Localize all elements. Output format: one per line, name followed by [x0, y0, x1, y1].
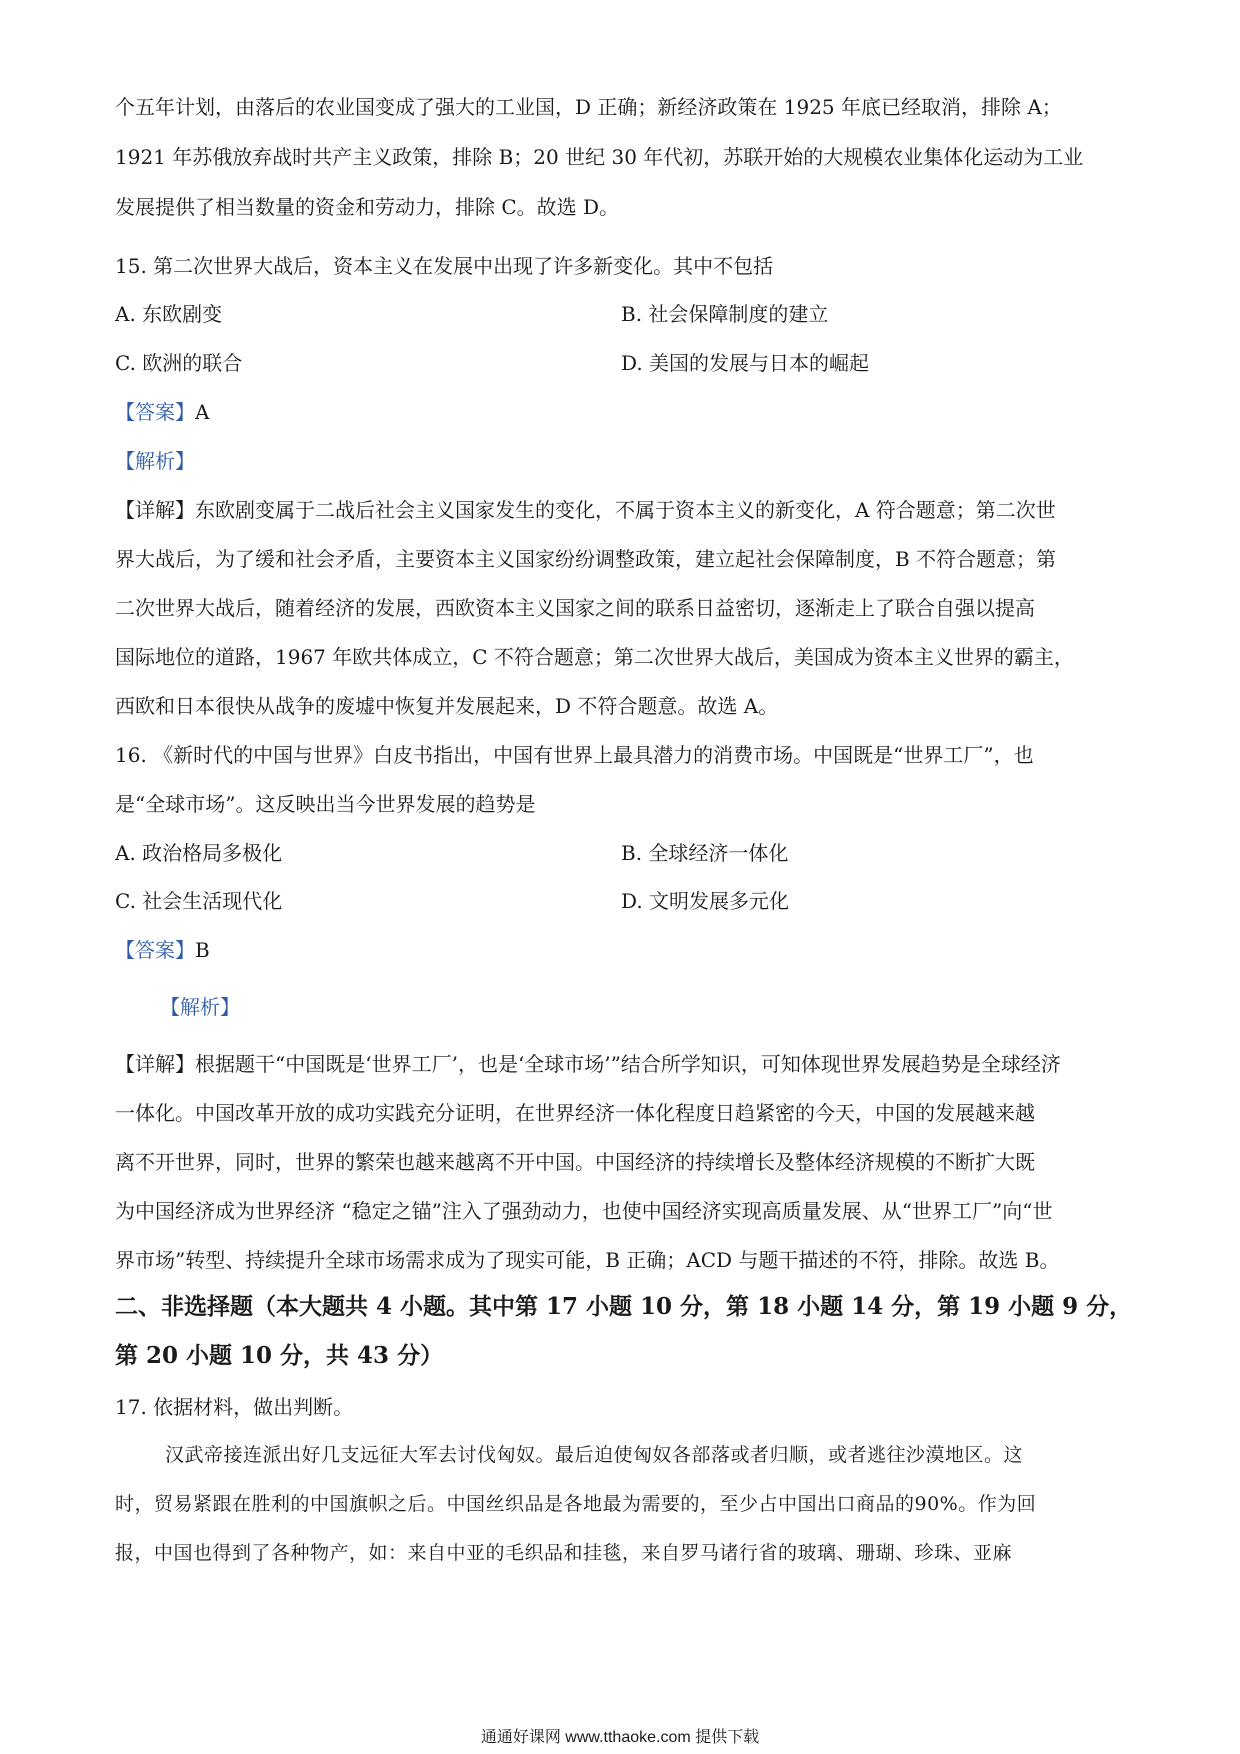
section2-heading-line-1: 二、非选择题（本大题共 4 小题。其中第 17 小题 10 分，第 18 小题 14 分，第 19 小题 9 分，	[115, 1293, 1133, 1320]
q15-stem: 15. 第二次世界大战后，资本主义在发展中出现了许多新变化。其中不包括	[115, 254, 774, 278]
q16-detail-line-4: 为中国经济成为世界经济 “稳定之锚”注入了强劲动力，也使中国经济实现高质量发展、从“世界工厂”向“世	[115, 1199, 1053, 1223]
q17-material-line-2: 时，贸易紧跟在胜利的中国旗帜之后。中国丝织品是各地最为需要的，至少占中国出口商品的90%。作为回	[115, 1493, 1037, 1515]
q16-detail-line-3: 离不开世界，同时，世界的繁荣也越来越离不开中国。中国经济的持续增长及整体经济规模的不断扩大既	[115, 1150, 1035, 1174]
q15-detail-line-1: 【详解】东欧剧变属于二战后社会主义国家发生的变化，不属于资本主义的新变化，A 符合题意；第二次世	[115, 498, 1056, 522]
section2-heading-line-2: 第 20 小题 10 分，共 43 分）	[115, 1342, 444, 1369]
page-footer: 通通好课网 www.tthaoke.com 提供下载	[480, 1729, 760, 1746]
q15-option-d: D. 美国的发展与日本的崛起	[621, 351, 870, 375]
q15-detail-line-2: 界大战后，为了缓和社会矛盾，主要资本主义国家纷纷调整政策，建立起社会保障制度，B 不符合题意；第	[115, 547, 1057, 571]
q15-detail-line-3: 二次世界大战后，随着经济的发展，西欧资本主义国家之间的联系日益密切，逐渐走上了联合自强以提高	[115, 596, 1035, 620]
q15-option-b: B. 社会保障制度的建立	[621, 302, 829, 326]
q16-answer-label: 【答案】	[115, 938, 195, 962]
q15-answer-label: 【答案】	[115, 400, 195, 424]
q15-answer	[115, 397, 209, 427]
q17-material-line-1: 汉武帝接连派出好几支远征大军去讨伐匈奴。最后迫使匈奴各部落或者归顺，或者逃往沙漠地区。这	[165, 1444, 1024, 1466]
q17-stem: 17. 依据材料，做出判断。	[115, 1395, 354, 1419]
q15-detail-line-5: 西欧和日本很快从战争的废墟中恢复并发展起来，D 不符合题意。故选 A。	[115, 694, 779, 718]
q16-option-b: B. 全球经济一体化	[621, 841, 789, 865]
q15-option-a: A. 东欧剧变	[115, 302, 223, 326]
q16-answer-value: B	[195, 938, 210, 962]
q15-detail-line-4: 国际地位的道路，1967 年欧共体成立，C 不符合题意；第二次世界大战后，美国成为资本主义世界的霸主，	[115, 645, 1074, 669]
q16-detail-line-2: 一体化。中国改革开放的成功实践充分证明，在世界经济一体化程度日趋紧密的今天，中国的发展越来越	[115, 1101, 1035, 1125]
q16-detail-line-1: 【详解】根据题干“中国既是‘世界工厂’，也是‘全球市场’”结合所学知识，可知体现世界发展趋势是全球经济	[115, 1052, 1061, 1076]
q16-answer	[115, 935, 210, 965]
q15-analysis-label: 【解析】	[115, 449, 195, 473]
prev-explanation-line-3: 发展提供了相当数量的资金和劳动力，排除 C。故选 D。	[115, 195, 620, 219]
q16-analysis-label: 【解析】	[160, 995, 240, 1019]
q16-stem-line-1: 16. 《新时代的中国与世界》白皮书指出，中国有世界上最具潜力的消费市场。中国既是“世界工厂”，也	[115, 743, 1034, 767]
q17-material-line-3: 报，中国也得到了各种物产，如：来自中亚的毛织品和挂毯，来自罗马诸行省的玻璃、珊瑚、珍珠、亚麻	[115, 1542, 1013, 1564]
q15-answer-value: A	[195, 400, 210, 424]
q16-detail-line-5: 界市场”转型、持续提升全球市场需求成为了现实可能，B 正确；ACD 与题干描述的不符，排除。故选 B。	[115, 1248, 1060, 1272]
q16-option-d: D. 文明发展多元化	[621, 889, 790, 913]
prev-explanation-line-1: 个五年计划，由落后的农业国变成了强大的工业国，D 正确；新经济政策在 1925 年底已经取消，排除 A；	[115, 95, 1062, 119]
q16-option-a: A. 政治格局多极化	[115, 841, 283, 865]
q15-option-c: C. 欧洲的联合	[115, 351, 243, 375]
prev-explanation-line-2: 1921 年苏俄放弃战时共产主义政策，排除 B；20 世纪 30 年代初，苏联开始的大规模农业集体化运动为工业	[115, 145, 1084, 169]
q16-stem-line-2: 是“全球市场”。这反映出当今世界发展的趋势是	[115, 792, 536, 816]
q16-option-c: C. 社会生活现代化	[115, 889, 283, 913]
